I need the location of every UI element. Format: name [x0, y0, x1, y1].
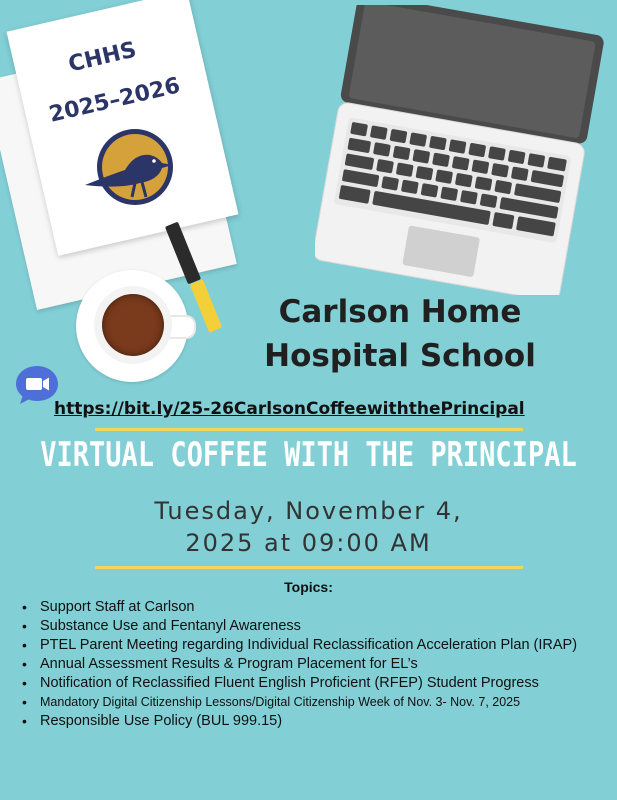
- divider-top: [95, 428, 523, 431]
- divider-bottom: [95, 566, 523, 569]
- school-name-line-1: Carlson Home: [278, 294, 522, 330]
- list-item: • Support Staff at Carlson: [22, 598, 612, 617]
- list-item: • Substance Use and Fentanyl Awareness: [22, 617, 612, 636]
- school-name-line-2: Hospital School: [264, 338, 536, 374]
- roadrunner-emblem-icon: [80, 125, 180, 210]
- headline: VIRTUAL COFFEE WITH THE PRINCIPAL: [40, 436, 577, 475]
- list-item: • Notification of Reclassified Fluent English Proficient (RFEP) Student Progress: [22, 674, 612, 693]
- list-item: • Annual Assessment Results & Program Placement for EL’s: [22, 655, 612, 674]
- list-item: • PTEL Parent Meeting regarding Individual Reclassification Acceleration Plan (IRAP): [22, 636, 612, 655]
- topics-title: Topics:: [284, 579, 333, 595]
- school-name: [235, 290, 565, 378]
- event-date-line-2: 2025 at 09:00 AM: [185, 529, 432, 557]
- logo-line-1: CHHS: [66, 37, 139, 78]
- list-item: • Responsible Use Policy (BUL 999.15): [22, 712, 612, 731]
- event-date: [0, 495, 617, 559]
- topics-list: [22, 598, 612, 731]
- logo-line-2: 2025–2026: [46, 73, 183, 128]
- event-date-line-1: Tuesday, November 4,: [154, 497, 463, 525]
- list-item: • Mandatory Digital Citizenship Lessons/Digital Citizenship Week of Nov. 3- Nov. 7, 2025: [22, 693, 612, 712]
- laptop-icon: [315, 5, 605, 295]
- meeting-link[interactable]: https://bit.ly/25-26CarlsonCoffeewiththePrincipal: [54, 399, 525, 419]
- coffee: [102, 294, 164, 356]
